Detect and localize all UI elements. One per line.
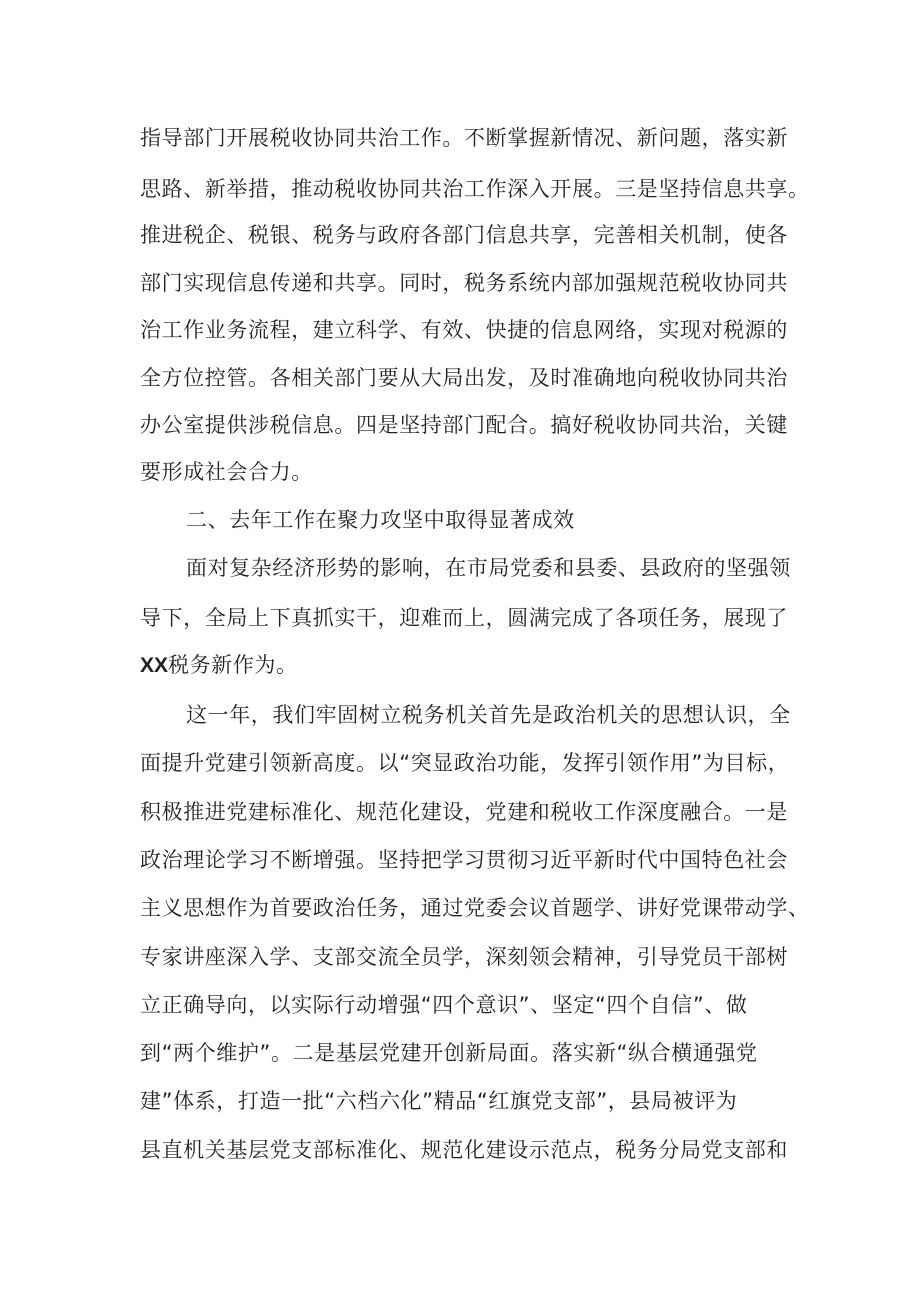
text-line: 专家讲座深入学、支部交流全员学，深刻领会精神，引导党员干部树 [140, 945, 788, 969]
text-line: 部门实现信息传递和共享。同时，税务系统内部加强规范税收协同共 [140, 271, 788, 295]
text-line: 面对复杂经济形势的影响，在市局党委和县委、县政府的坚强领 [186, 556, 791, 580]
text-line: 导下，全局上下真抓实干，迎难而上，圆满完成了各项任务，展现了 [140, 606, 788, 630]
text-line: 办公室提供涉税信息。四是坚持部门配合。搞好税收协同共治，关键 [140, 413, 788, 437]
text-line: 推进税企、税银、税务与政府各部门信息共享，完善相关机制，使各 [140, 223, 788, 247]
text-line: 指导部门开展税收协同共治工作。不断掌握新情况、新问题，落实新 [140, 126, 788, 150]
text-line: 这一年，我们牢固树立税务机关首先是政治机关的思想认识，全 [186, 703, 791, 727]
text-line: 面提升党建引领新高度。以“突显政治功能，发挥引领作用”为目标， [140, 751, 790, 775]
text-line: 治工作业务流程，建立科学、有效、快捷的信息网络，实现对税源的 [140, 318, 788, 342]
text-line: 主义思想作为首要政治任务，通过党委会议首题学、讲好党课带动学、 [140, 896, 810, 920]
county-placeholder: XX [140, 654, 169, 677]
text-line: 要形成社会合力。 [140, 460, 313, 484]
text-line [140, 650, 298, 681]
text-line: 县直机关基层党支部标准化、规范化建设示范点，税务分局党支部和 [140, 1138, 788, 1162]
text-line: 到“两个维护”。二是基层党建开创新局面。落实新“纵合横通强党 [140, 1041, 758, 1065]
text-line: 积极推进党建标准化、规范化建设，党建和税收工作深度融合。一是 [140, 800, 788, 824]
section-heading: 二、去年工作在聚力攻坚中取得显著成效 [186, 508, 575, 532]
text-line: 政治理论学习不断增强。坚持把学习贯彻习近平新时代中国特色社会 [140, 848, 788, 872]
text-line: 建”体系，打造一批“六档六化”精品“红旗党支部”，县局被评为 [140, 1089, 738, 1113]
text-fragment: 税务新作为。 [168, 653, 298, 677]
text-line: 立正确导向，以实际行动增强“四个意识”、坚定“四个自信”、做 [140, 993, 748, 1017]
text-line: 全方位控管。各相关部门要从大局出发，及时准确地向税收协同共治 [140, 366, 788, 390]
text-line: 思路、新举措，推动税收协同共治工作深入开展。三是坚持信息共享。 [140, 177, 810, 201]
